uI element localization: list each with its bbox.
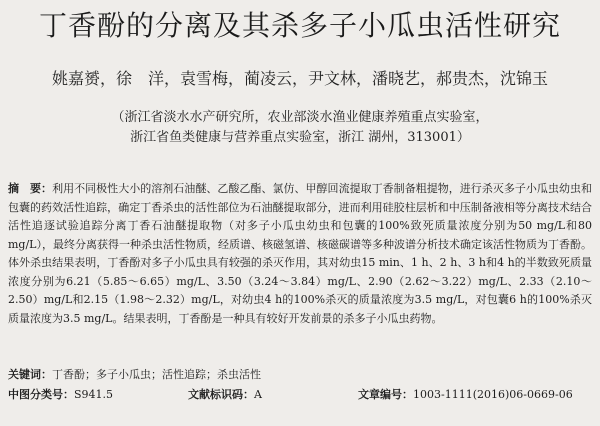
article-number-label: 文章编号： <box>358 388 413 401</box>
paper-title: 丁香酚的分离及其杀多子小瓜虫活性研究 <box>38 9 561 42</box>
document-code-value: A <box>254 388 262 401</box>
document-code <box>188 386 262 404</box>
keywords-text: 丁香酚；多子小瓜虫；活性追踪；杀虫活性 <box>52 368 261 381</box>
clc-label: 中图分类号： <box>8 388 74 401</box>
abstract-label: 摘 要： <box>8 182 53 195</box>
affiliation-line-1: （浙江省淡水水产研究所，农业部淡水渔业健康养殖重点实验室， <box>111 110 489 125</box>
classification-line <box>8 386 592 404</box>
affiliation-line-2: 浙江省鱼类健康与营养重点实验室，浙江 湖州，313001） <box>130 130 470 145</box>
keywords-label: 关键词： <box>8 368 52 381</box>
abstract-text: 利用不同极性大小的溶剂石油醚、乙酸乙酯、氯仿、甲醇回流提取丁香制备粗提物，进行杀灭多子小瓜虫幼虫和包囊的药效活性追踪，确定丁香杀虫的活性部位为石油醚提取部分，进而利用硅胶柱层析和中压制备液相等分离技术结合活性追逐试验追踪分离丁香石油醚提取物（对多子小瓜虫幼虫和包囊的100%致死质量浓度分别为50 mg/L和80 mg/L），最终分离获得一种杀虫活性物质，经质谱、核磁氢谱、核磁碳谱等多种波谱分析技术确定该活性物质为丁香酚。体外杀虫结果表明，丁香酚对多子小瓜虫具有较强的杀灭作用，其对幼虫15 min、1 h、2 h、3 h和4 h的半数致死质量浓度分别为6.21（5.85～6.65）mg/L、3.50（3.24～3.84）mg/L、2.90（2.62～3.22）mg/L、2.33（2.10～2.50）mg/L和2.15（1.98～2.32）mg/L，对幼虫4 h的100%杀灭的质量浓度为3.5 mg/L，对包囊6 h的100%杀灭质量浓度为3.5 mg/L。结果表明，丁香酚是一种具有较好开发前景的杀多子小瓜虫药物。 <box>8 182 592 325</box>
affiliation <box>0 108 600 148</box>
clc-number <box>8 386 113 404</box>
document-code-label: 文献标识码： <box>188 388 254 401</box>
abstract <box>8 180 592 328</box>
author-list: 姚嘉赟，徐 洋，袁雪梅，蔺凌云，尹文林，潘晓艺，郝贵杰，沈锦玉 <box>51 69 548 88</box>
article-number-value: 1003-1111(2016)06-0669-06 <box>413 388 573 401</box>
clc-value: S941.5 <box>74 388 114 401</box>
keywords <box>8 366 592 384</box>
article-number <box>358 386 573 404</box>
